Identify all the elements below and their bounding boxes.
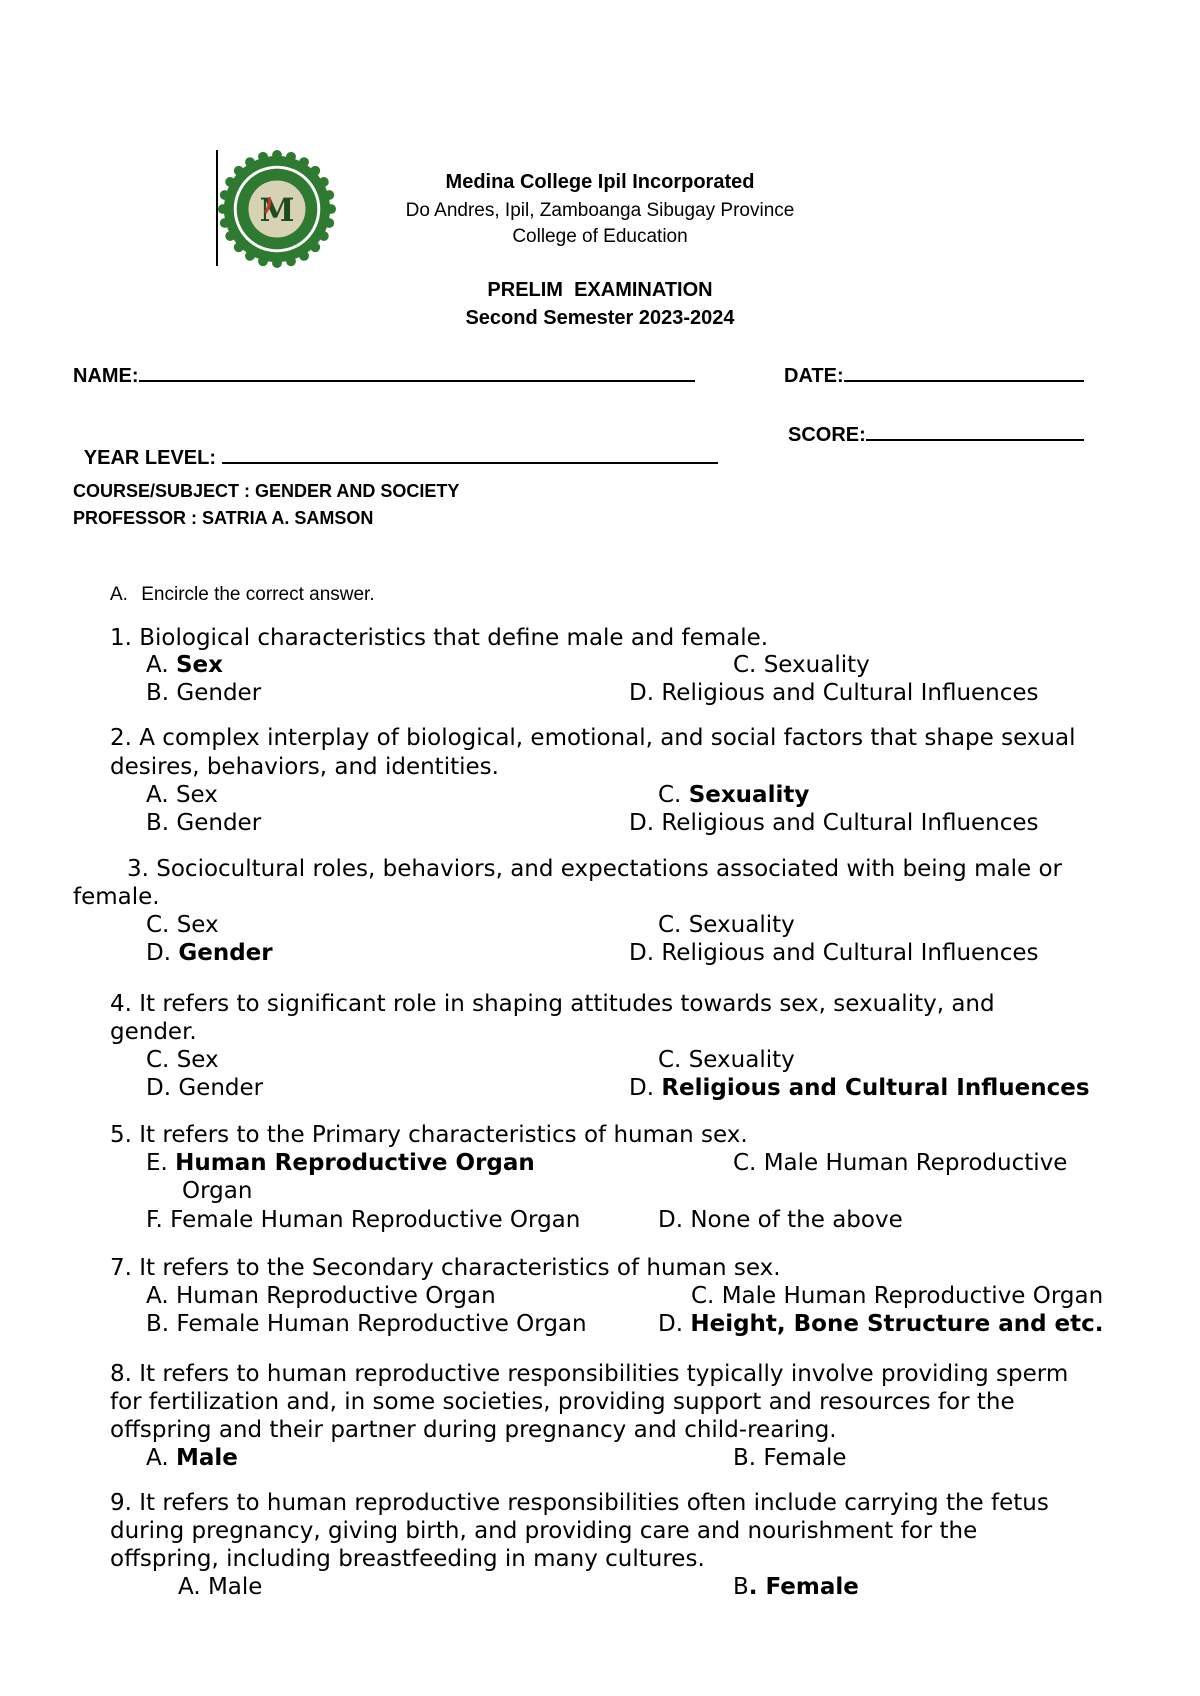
- option-text: Organ: [182, 1178, 253, 1204]
- option-letter: C.: [733, 652, 764, 678]
- option-letter: F.: [146, 1207, 171, 1233]
- year-level-blank[interactable]: [222, 444, 718, 464]
- answer-option[interactable]: [146, 1046, 219, 1074]
- question-text: 1. Biological characteristics that define male and female.: [110, 625, 769, 651]
- option-text: Female Human Reproductive Organ: [170, 1207, 581, 1233]
- option-text: Height, Bone Structure and etc.: [690, 1311, 1104, 1337]
- option-text: Sexuality: [688, 782, 810, 808]
- answer-option[interactable]: [733, 1573, 859, 1601]
- option-text: Religious and Cultural Influences: [661, 940, 1039, 966]
- instruction-text: Encircle the correct answer.: [141, 584, 375, 605]
- option-text: Sexuality: [688, 912, 795, 938]
- answer-option[interactable]: [182, 1177, 252, 1205]
- option-text: Sex: [175, 782, 218, 808]
- option-text: Religious and Cultural Influences: [661, 680, 1039, 706]
- name-blank[interactable]: [139, 362, 695, 382]
- answer-option[interactable]: [733, 651, 870, 679]
- answer-option[interactable]: [629, 809, 1039, 837]
- course-subject: COURSE/SUBJECT : GENDER AND SOCIETY: [73, 481, 460, 501]
- option-letter: D.: [629, 810, 662, 836]
- score-field: [788, 421, 1084, 447]
- option-letter: D.: [658, 1311, 691, 1337]
- option-letter: A.: [146, 1445, 176, 1471]
- year-level-field: [73, 421, 718, 470]
- exam-title: PRELIM EXAMINATION: [487, 279, 713, 301]
- answer-option[interactable]: [146, 1074, 263, 1102]
- option-text: Male Human Reproductive Organ: [721, 1283, 1104, 1309]
- name-field: [73, 362, 695, 388]
- question-text: 4. It refers to significant role in shaping attitudes towards sex, sexuality, and: [110, 991, 995, 1017]
- option-text: Religious and Cultural Influences: [661, 810, 1039, 836]
- score-label: SCORE:: [788, 424, 866, 446]
- option-text: None of the above: [690, 1207, 903, 1233]
- answer-option[interactable]: [178, 1573, 262, 1601]
- option-text: Male: [175, 1445, 238, 1471]
- question-text: during pregnancy, giving birth, and providing care and nourishment for the: [110, 1518, 978, 1544]
- option-letter: E.: [146, 1150, 176, 1176]
- option-letter: B.: [733, 1445, 764, 1471]
- option-letter: B.: [146, 810, 177, 836]
- option-text: Gender: [176, 810, 262, 836]
- option-letter: A.: [178, 1574, 208, 1600]
- answer-option[interactable]: [146, 939, 273, 967]
- question-text: 3. Sociocultural roles, behaviors, and expectations associated with being male or: [127, 856, 1062, 882]
- option-letter: D.: [629, 940, 662, 966]
- college-name: College of Education: [512, 226, 688, 247]
- question-text: female.: [73, 884, 160, 910]
- answer-option[interactable]: [146, 911, 219, 939]
- option-letter: B.: [146, 680, 177, 706]
- option-letter: D.: [629, 680, 662, 706]
- answer-option[interactable]: [658, 1310, 1104, 1338]
- question-text: 2. A complex interplay of biological, emotional, and social factors that shape sexual: [110, 725, 1076, 751]
- answer-option[interactable]: [629, 679, 1039, 707]
- option-letter: B: [733, 1574, 749, 1600]
- option-text: Sexuality: [763, 652, 870, 678]
- question-text: gender.: [110, 1019, 197, 1045]
- option-letter: C.: [146, 1047, 177, 1073]
- option-letter: A.: [146, 1283, 176, 1309]
- score-blank[interactable]: [866, 421, 1084, 441]
- option-letter: D.: [658, 1207, 691, 1233]
- question-text: 9. It refers to human reproductive responsibilities often include carrying the fetus: [110, 1490, 1049, 1516]
- date-field: [784, 362, 1084, 388]
- option-letter: C.: [658, 1047, 689, 1073]
- option-letter: B.: [146, 1311, 177, 1337]
- answer-option[interactable]: [146, 1282, 496, 1310]
- answer-option[interactable]: [658, 781, 809, 809]
- option-letter: C.: [658, 782, 689, 808]
- option-letter: A.: [146, 652, 176, 678]
- option-text: Gender: [176, 680, 262, 706]
- section-letter: A.: [110, 584, 128, 605]
- option-text: Gender: [178, 940, 273, 966]
- option-letter: D.: [146, 940, 179, 966]
- option-text: Human Reproductive Organ: [175, 1150, 535, 1176]
- answer-option[interactable]: [146, 1206, 580, 1234]
- option-letter: C.: [658, 912, 689, 938]
- option-letter: C.: [733, 1150, 764, 1176]
- question-text: desires, behaviors, and identities.: [110, 754, 499, 780]
- name-label: NAME:: [73, 365, 139, 387]
- answer-option[interactable]: [691, 1282, 1103, 1310]
- date-label: DATE:: [784, 365, 844, 387]
- section-instruction: [110, 584, 375, 606]
- answer-option[interactable]: [146, 781, 218, 809]
- option-text: Gender: [178, 1075, 264, 1101]
- option-text: Male Human Reproductive: [763, 1150, 1068, 1176]
- institution-address: Do Andres, Ipil, Zamboanga Sibugay Province: [405, 200, 795, 221]
- option-text: . Female: [748, 1574, 859, 1600]
- option-letter: C.: [146, 912, 177, 938]
- date-blank[interactable]: [844, 362, 1084, 382]
- question-text: 8. It refers to human reproductive responsibilities typically involve providing sperm: [110, 1361, 1069, 1387]
- institution-name: Medina College Ipil Incorporated: [445, 171, 755, 193]
- answer-option[interactable]: [146, 809, 261, 837]
- option-text: Sexuality: [688, 1047, 795, 1073]
- option-text: Human Reproductive Organ: [175, 1283, 496, 1309]
- answer-option[interactable]: [629, 1074, 1090, 1102]
- answer-option[interactable]: [733, 1149, 1067, 1177]
- answer-option[interactable]: [146, 1310, 587, 1338]
- option-text: Religious and Cultural Influences: [661, 1075, 1090, 1101]
- answer-option[interactable]: [146, 1149, 535, 1177]
- option-letter: C.: [691, 1283, 722, 1309]
- answer-option[interactable]: [146, 651, 223, 679]
- answer-option[interactable]: [629, 939, 1039, 967]
- question-text: 7. It refers to the Secondary characteristics of human sex.: [110, 1255, 781, 1281]
- professor-name: PROFESSOR : SATRIA A. SAMSON: [73, 508, 374, 528]
- question-text: offspring, including breastfeeding in many cultures.: [110, 1546, 705, 1572]
- option-text: Sex: [176, 1047, 219, 1073]
- question-text: 5. It refers to the Primary characteristics of human sex.: [110, 1122, 748, 1148]
- option-letter: A.: [146, 782, 176, 808]
- answer-option[interactable]: [658, 1046, 795, 1074]
- answer-option[interactable]: [733, 1444, 847, 1472]
- answer-option[interactable]: [146, 1444, 238, 1472]
- answer-option[interactable]: [658, 1206, 903, 1234]
- option-letter: D.: [146, 1075, 179, 1101]
- answer-option[interactable]: [658, 911, 795, 939]
- year-level-label: YEAR LEVEL:: [83, 447, 222, 469]
- option-text: Female Human Reproductive Organ: [176, 1311, 587, 1337]
- option-text: Male: [207, 1574, 263, 1600]
- svg-text:M: M: [259, 191, 295, 229]
- exam-semester: Second Semester 2023-2024: [465, 307, 735, 329]
- question-text: for fertilization and, in some societies, providing support and resources for the: [110, 1389, 1015, 1415]
- option-letter: D.: [629, 1075, 662, 1101]
- option-text: Female: [763, 1445, 847, 1471]
- question-text: offspring and their partner during pregnancy and child-rearing.: [110, 1417, 837, 1443]
- option-text: Sex: [175, 652, 223, 678]
- answer-option[interactable]: [146, 679, 261, 707]
- option-text: Sex: [176, 912, 219, 938]
